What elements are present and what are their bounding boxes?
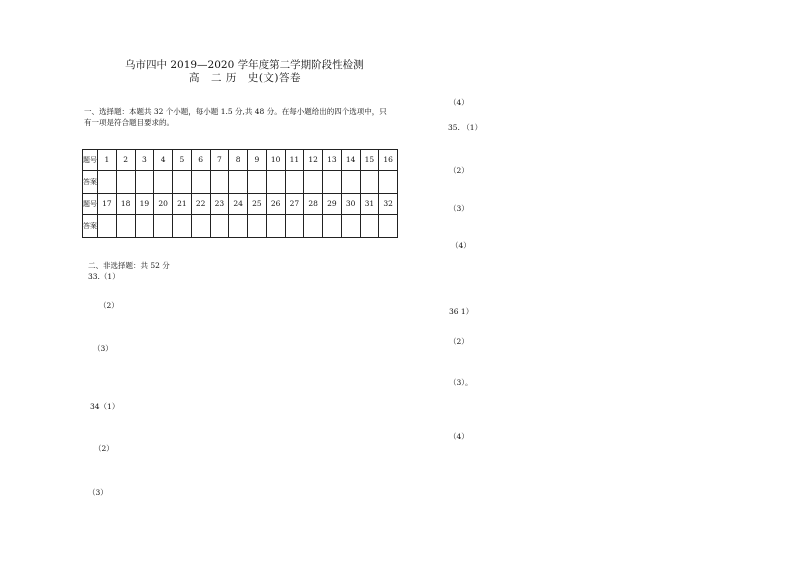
answer-cell[interactable] [360,215,379,238]
question-35-part-1-label: 35. （1） [448,123,483,132]
question-number-cell: 10 [266,150,285,171]
question-number-cell: 22 [191,194,210,215]
question-number-cell: 16 [379,150,398,171]
answer-table [82,149,398,238]
answer-cell[interactable] [304,215,323,238]
exam-subtitle: 高 二 历 史(文)答卷 [189,72,302,84]
answer-cell[interactable] [135,215,154,238]
question-34-part-1-label: 34（1） [90,402,120,411]
question-number-cell: 12 [304,150,323,171]
answer-cell[interactable] [191,215,210,238]
answer-cell[interactable] [154,171,173,194]
question-number-cell: 13 [323,150,342,171]
answer-cell[interactable] [341,171,360,194]
question-number-cell: 19 [135,194,154,215]
answer-cell[interactable] [210,171,229,194]
answer-cell[interactable] [116,171,135,194]
section1-instructions-line2: 有一项是符合题目要求的。 [84,118,174,127]
answer-cell[interactable] [323,171,342,194]
answer-cell[interactable] [248,215,267,238]
section1-instructions-line1: 一、选择题：本题共 32 个小题，每小题 1.5 分,共 48 分。在每小题给出的四个选项中，只 [84,107,387,116]
question-number-cell: 32 [379,194,398,215]
answer-cell[interactable] [285,215,304,238]
row-label-answer: 答案 [83,215,98,238]
question-36-part-2-label: （2） [449,337,469,346]
answer-cell[interactable] [360,171,379,194]
question-number-cell: 9 [248,150,267,171]
row-label-answer: 答案 [83,171,98,194]
answer-table-answer-row-2 [83,215,398,238]
question-number-cell: 29 [323,194,342,215]
question-number-cell: 1 [98,150,117,171]
answer-cell[interactable] [266,215,285,238]
question-number-cell: 3 [135,150,154,171]
question-36-part-3-label: （3）。 [449,378,473,387]
question-number-cell: 8 [229,150,248,171]
question-number-cell: 23 [210,194,229,215]
question-number-cell: 11 [285,150,304,171]
answer-cell[interactable] [229,171,248,194]
question-number-cell: 21 [173,194,192,215]
question-36-part-1-label: 36 1） [449,307,474,316]
question-number-cell: 17 [98,194,117,215]
question-number-cell: 20 [154,194,173,215]
answer-cell[interactable] [154,215,173,238]
answer-cell[interactable] [266,171,285,194]
question-34-part-4-label: （4） [449,98,469,107]
row-label-number: 题号 [83,150,98,171]
question-number-cell: 14 [341,150,360,171]
answer-cell[interactable] [116,215,135,238]
answer-cell[interactable] [98,171,117,194]
answer-cell[interactable] [379,215,398,238]
question-35-part-4-label: （4） [451,241,471,250]
question-35-part-2-label: （2） [449,166,469,175]
question-34-part-3-label: （3） [88,488,108,497]
question-33-part-2-label: （2） [99,301,119,310]
question-number-cell: 15 [360,150,379,171]
question-number-cell: 4 [154,150,173,171]
answer-cell[interactable] [173,171,192,194]
row-label-number: 题号 [83,194,98,215]
answer-cell[interactable] [98,215,117,238]
question-number-cell: 25 [248,194,267,215]
answer-cell[interactable] [304,171,323,194]
answer-cell[interactable] [173,215,192,238]
answer-cell[interactable] [341,215,360,238]
answer-cell[interactable] [323,215,342,238]
answer-cell[interactable] [229,215,248,238]
answer-cell[interactable] [191,171,210,194]
question-number-cell: 30 [341,194,360,215]
question-number-cell: 2 [116,150,135,171]
question-35-part-3-label: （3） [449,204,469,213]
answer-cell[interactable] [135,171,154,194]
question-number-cell: 5 [173,150,192,171]
answer-cell[interactable] [210,215,229,238]
question-33-part-3-label: （3） [93,344,113,353]
answer-cell[interactable] [248,171,267,194]
answer-table-number-row-1 [83,150,398,171]
question-33-part-1-label: 33.（1） [88,272,120,281]
answer-cell[interactable] [379,171,398,194]
question-36-part-4-label: （4） [449,432,469,441]
section2-title: 二、非选择题：共 52 分 [88,261,170,270]
question-number-cell: 27 [285,194,304,215]
question-number-cell: 24 [229,194,248,215]
question-34-part-2-label: （2） [94,444,114,453]
question-number-cell: 18 [116,194,135,215]
answer-table-answer-row-1 [83,171,398,194]
question-number-cell: 28 [304,194,323,215]
answer-table-number-row-2 [83,194,398,215]
question-number-cell: 31 [360,194,379,215]
question-number-cell: 26 [266,194,285,215]
answer-cell[interactable] [285,171,304,194]
question-number-cell: 7 [210,150,229,171]
question-number-cell: 6 [191,150,210,171]
exam-title: 乌市四中 2019—2020 学年度第二学期阶段性检测 [125,59,364,71]
